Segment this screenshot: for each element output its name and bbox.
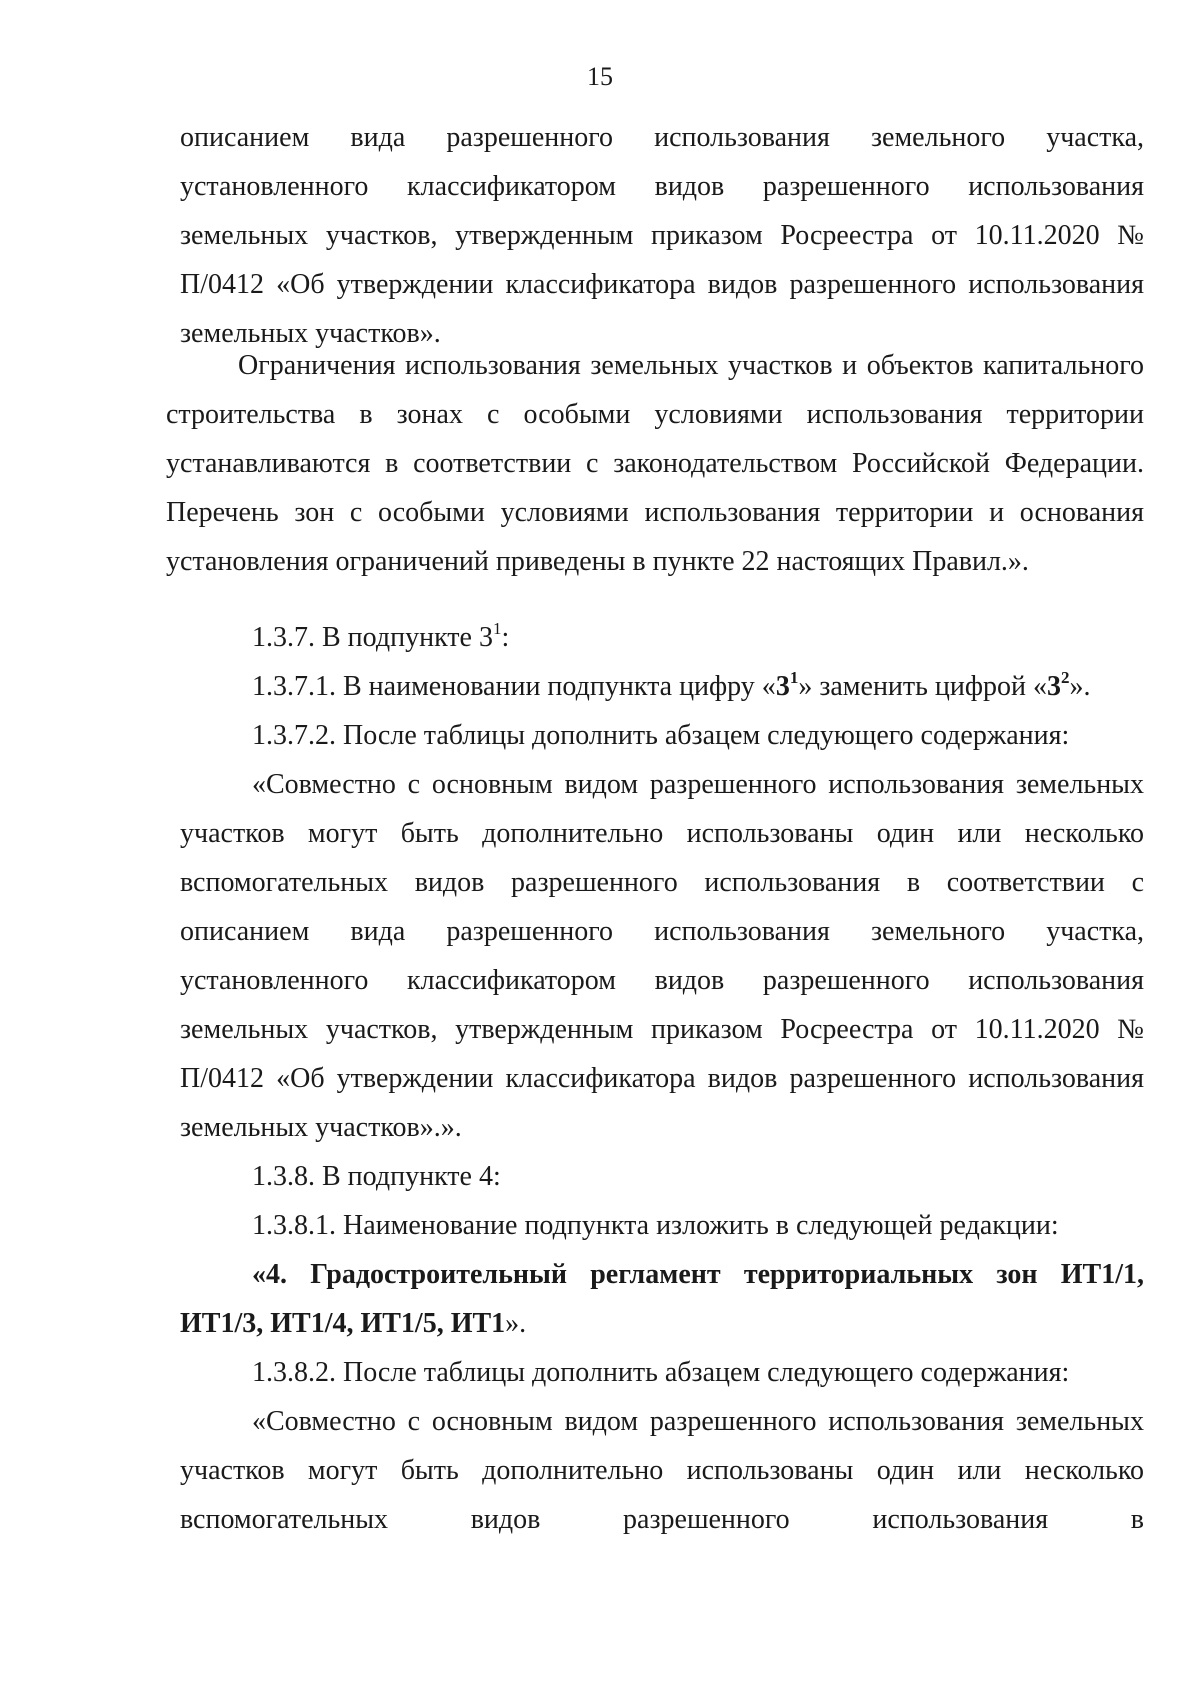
restrictions-paragraph: Ограничения использования земельных участков и объектов капитального строительства в зонах с особыми условиями использования территории устанавливаются в соответствии с законодательством Российской Федерации. Перечень зон с особыми условиями использования территории и основания установления ограничений приведены в пункте 22 настоящих Правил.».	[166, 350, 1144, 577]
item-1-3-7-1-text-a: 1.3.7.1. В наименовании подпункта цифру «	[252, 671, 776, 702]
item-1-3-7-1-sup-a: 1	[789, 668, 799, 687]
item-1-3-7-1-text-c: ».	[1069, 671, 1091, 702]
heading-4-tail: ».	[505, 1308, 527, 1339]
heading-4-bold-text: «4. Градостроительный регламент территориальных зон ИТ1/1, ИТ1/3, ИТ1/4, ИТ1/5, ИТ1	[180, 1259, 1144, 1339]
document-body	[180, 113, 1144, 358]
item-1-3-8-1: 1.3.8.1. Наименование подпункта изложить в следующей редакции:	[252, 1210, 1059, 1241]
item-1-3-7-1	[180, 662, 1144, 711]
item-1-3-7-1-bold-a: 3	[775, 671, 790, 702]
item-1-3-7-suffix: :	[501, 622, 510, 653]
item-1-3-7-prefix: 1.3.7. В подпункте 3	[252, 622, 493, 653]
continuation-paragraph: описанием вида разрешенного использования земельного участка, установленного классификатором видов разрешенного использования земельных участков, утвержденным приказом Росреестра от 10.11.2020 № П/0412 «Об утверждении классификатора видов разрешенного использования земельных участков».	[180, 122, 1144, 349]
item-1-3-8-2: 1.3.8.2. После таблицы дополнить абзацем следующего содержания:	[252, 1357, 1070, 1388]
item-1-3-7-superscript: 1	[492, 619, 502, 638]
heading-4	[180, 1250, 1144, 1348]
quote-1: «Совместно с основным видом разрешенного использования земельных участков могут быть дополнительно использованы один или несколько вспомогательных видов разрешенного использования в соответствии с описанием вида разрешенного использования земельного участка, установленного классификатором видов разрешенного использования земельных участков, утвержденным приказом Росреестра от 10.11.2020 № П/0412 «Об утверждении классификатора видов разрешенного использования земельных участков».».	[180, 769, 1144, 1143]
quote-2: «Совместно с основным видом разрешенного использования земельных участков могут быть дополнительно использованы один или несколько вспомогательных видов разрешенного использования в	[180, 1406, 1144, 1535]
item-1-3-7	[180, 613, 1144, 662]
item-1-3-7-1-text-b: » заменить цифрой «	[798, 671, 1048, 702]
amendments-block	[180, 613, 1144, 1544]
item-1-3-7-2: 1.3.7.2. После таблицы дополнить абзацем следующего содержания:	[252, 720, 1070, 751]
page-number: 15	[587, 62, 613, 91]
item-1-3-8: 1.3.8. В подпункте 4:	[252, 1161, 501, 1192]
item-1-3-7-1-sup-b: 2	[1061, 668, 1070, 687]
restrictions-block	[166, 341, 1144, 586]
item-1-3-7-1-bold-b: 3	[1047, 671, 1062, 702]
